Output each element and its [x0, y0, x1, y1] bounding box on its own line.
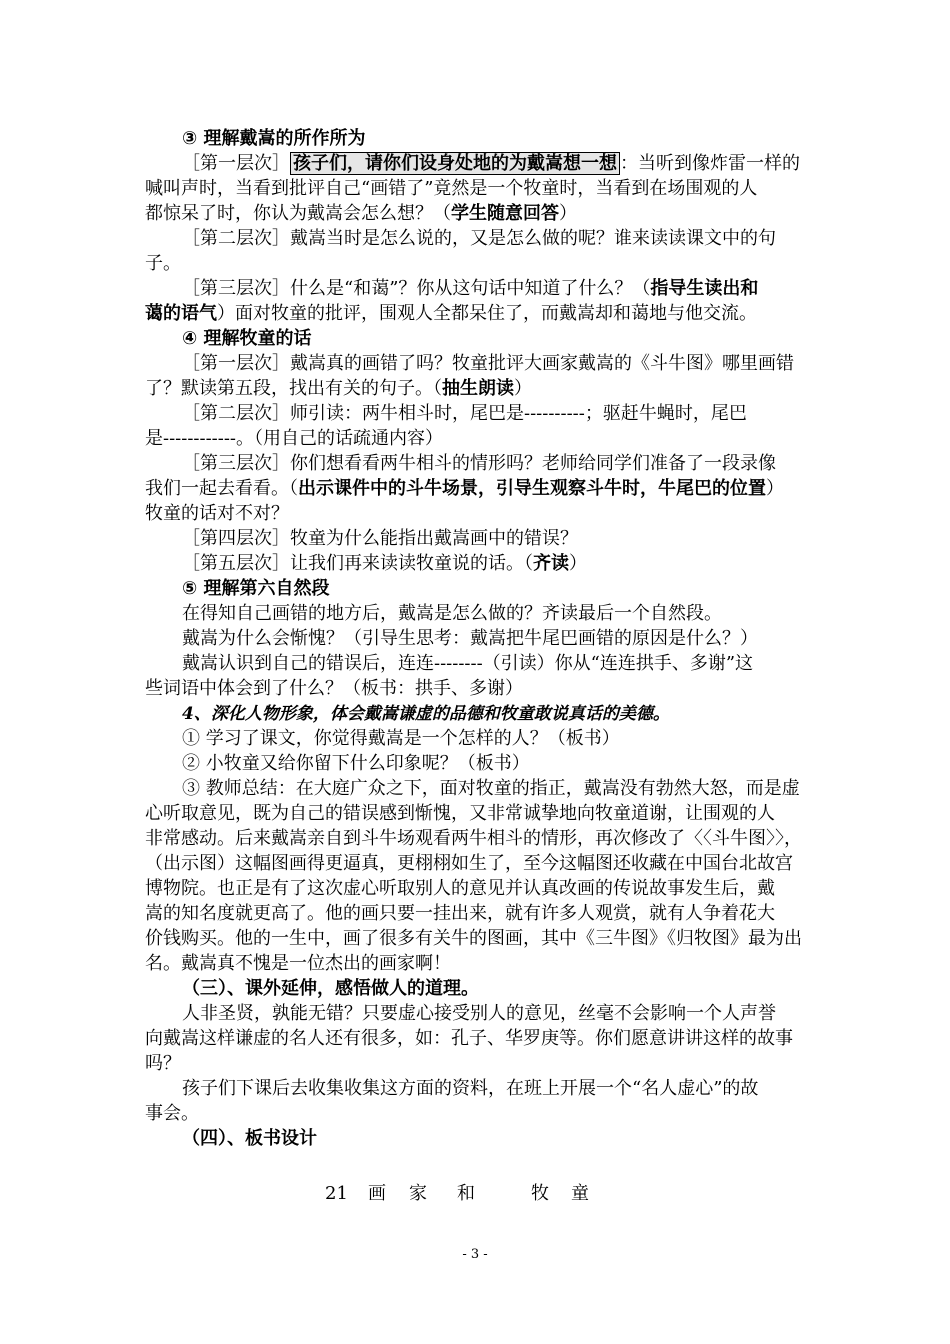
paragraph-line: 戴嵩认识到自己的错误后，连连--------（引读）你从“连连拱手、多谢”这	[182, 653, 754, 674]
heading-5: ⑤ 理解第六自然段	[182, 578, 330, 599]
paragraph-line: 喊叫声时，当看到批评自己“画错了”竟然是一个牧童时，当看到在场围观的人	[145, 178, 758, 199]
paragraph-line: ③ 教师总结：在大庭广众之下，面对牧童的指正，戴嵩没有勃然大怒，而是虚	[182, 778, 800, 799]
paragraph-line: ② 小牧童又给你留下什么印象呢？（板书）	[182, 753, 530, 774]
paragraph-line: ① 学习了课文，你觉得戴嵩是一个怎样的人？（板书）	[182, 728, 620, 749]
section-3-heading: （三）、课外延伸，感悟做人的道理。	[182, 978, 479, 999]
paragraph-line: 非常感动。后来戴嵩亲自到斗牛场观看两牛相斗的情形，再次修改了〈〈斗牛图〉〉，	[145, 828, 802, 849]
paragraph-line: 人非圣贤，孰能无错？只要虚心接受别人的意见，丝毫不会影响一个人声誉	[182, 1003, 776, 1024]
paragraph-line: 向戴嵩这样谦虚的名人还有很多，如：孔子、华罗庚等。你们愿意讲讲这样的故事	[145, 1028, 793, 1049]
board-char: 牧	[531, 1183, 549, 1204]
paragraph-line: ［第二层次］师引读：两牛相斗时，尾巴是----------；驱赶牛蝇时，尾巴	[182, 403, 747, 424]
paragraph-line: 孩子们下课后去收集收集这方面的资料，在班上开展一个“名人虚心”的故	[182, 1078, 759, 1099]
paragraph-line: 名。戴嵩真不愧是一位杰出的画家啊！	[145, 953, 451, 974]
heading-3: ③ 理解戴嵩的所作所为	[182, 128, 366, 149]
paragraph-line: 在得知自己画错的地方后，戴嵩是怎么做的？齐读最后一个自然段。	[182, 603, 722, 624]
board-number: 21	[325, 1183, 348, 1204]
board-char: 画	[368, 1183, 386, 1204]
paragraph-line: 是------------。（用自己的话疏通内容）	[145, 428, 443, 449]
board-char: 家	[409, 1183, 427, 1204]
paragraph-line: 价钱购买。他的一生中，画了很多有关牛的图画，其中《三牛图》《归牧图》最为出	[145, 928, 802, 949]
paragraph-line: ［第四层次］牧童为什么能指出戴嵩画中的错误？	[182, 528, 578, 549]
paragraph-line: ［第三层次］你们想看看两牛相斗的情形吗？老师给同学们准备了一段录像	[182, 453, 776, 474]
paragraph-line: 心听取意见，既为自己的错误感到惭愧，又非常诚挚地向牧童道谢，让围观的人	[145, 803, 775, 824]
heading-4: ④ 理解牧童的话	[182, 328, 312, 349]
page-number: - 3 -	[462, 1247, 488, 1262]
paragraph-line: ［第一层次］ 孩子们，请你们设身处地的为戴嵩想一想 ：当听到像炸雷一样的	[182, 153, 800, 174]
paragraph-line: 戴嵩为什么会惭愧？（引导生思考：戴嵩把牛尾巴画错的原因是什么？）	[182, 628, 758, 649]
section-4-heading: 4、深化人物形象，体会戴嵩谦虚的品德和牧童敢说真话的美德。	[182, 704, 670, 724]
paragraph-line: ［第五层次］让我们再来读读牧童说的话。（齐读）	[182, 553, 587, 574]
paragraph-line: ［第二层次］戴嵩当时是怎么说的，又是怎么做的呢？谁来读读课文中的句	[182, 228, 776, 249]
paragraph-line: 蔼的语气）面对牧童的批评，围观人全都呆住了，而戴嵩却和蔼地与他交流。	[145, 303, 757, 324]
paragraph-line: ［第三层次］什么是“和蔼”？你从这句话中知道了什么？（指导生读出和	[182, 278, 759, 299]
paragraph-line: 我们一起去看看。（出示课件中的斗牛场景，引导生观察斗牛时，牛尾巴的位置）	[145, 478, 784, 499]
paragraph-line: ［第一层次］戴嵩真的画错了吗？牧童批评大画家戴嵩的《斗牛图》哪里画错	[182, 353, 794, 374]
highlighted-text: 孩子们，请你们设身处地的为戴嵩想一想	[290, 152, 620, 175]
board-char: 和	[457, 1183, 475, 1204]
paragraph-line: 博物院。也正是有了这次虚心听取别人的意见并认真改画的传说故事发生后，戴	[145, 878, 775, 899]
paragraph-line: 都惊呆了时，你认为戴嵩会怎么想？（学生随意回答）	[145, 203, 577, 224]
paragraph-line: 事会。	[145, 1103, 199, 1124]
paragraph-line: 吗？	[145, 1053, 181, 1074]
paragraph-line: 牧童的话对不对？	[145, 503, 289, 524]
section-board-heading: （四）、板书设计	[182, 1128, 317, 1149]
paragraph-line: 嵩的知名度就更高了。他的画只要一挂出来，就有许多人观赏，就有人争着花大	[145, 903, 775, 924]
paragraph-line: 了？默读第五段，找出有关的句子。（抽生朗读）	[145, 378, 532, 399]
board-char: 童	[571, 1183, 589, 1204]
paragraph-line: 子。	[145, 253, 181, 274]
paragraph-line: （出示图）这幅图画得更逼真，更栩栩如生了，至今这幅图还收藏在中国台北故宫	[145, 853, 793, 874]
paragraph-line: 些词语中体会到了什么？（板书：拱手、多谢）	[145, 678, 523, 699]
